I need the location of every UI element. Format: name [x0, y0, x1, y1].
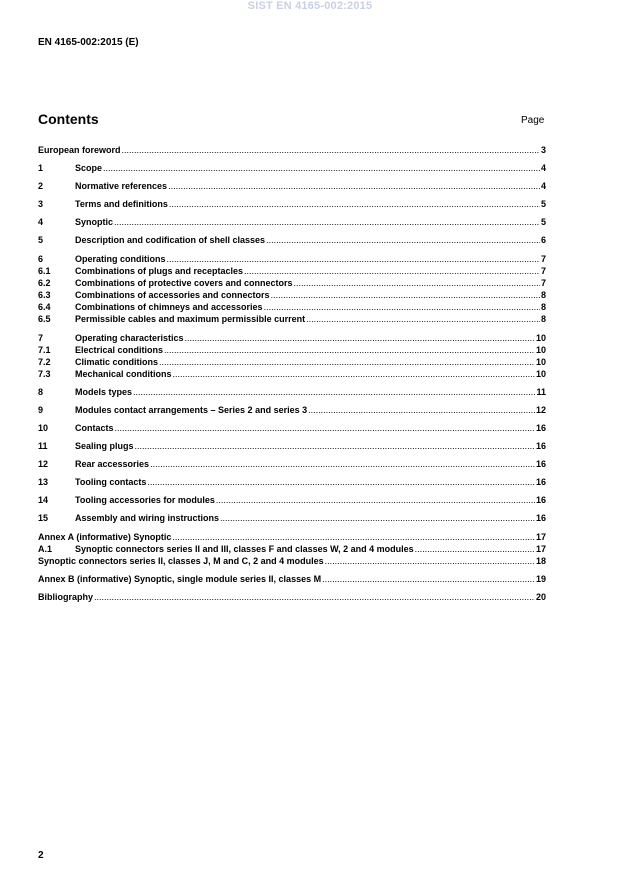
toc-leader-dots	[220, 513, 535, 523]
toc-leader-dots	[114, 217, 540, 227]
toc-entry-number: 7.2	[38, 357, 51, 367]
toc-entry[interactable]	[38, 369, 546, 381]
toc-entry-number: 9	[38, 405, 44, 415]
toc-entry[interactable]	[38, 405, 546, 417]
toc-entry-number: 6.2	[38, 278, 51, 288]
toc-entry-title: Normative references	[75, 181, 168, 191]
toc-entry-number: 8	[38, 387, 44, 397]
toc-entry-number: 5	[38, 235, 44, 245]
toc-entry[interactable]	[38, 459, 546, 471]
toc-leader-dots	[308, 405, 535, 415]
toc-entry-page: 17	[535, 532, 546, 542]
watermark: SIST EN 4165-002:2015	[247, 0, 373, 12]
toc-entry-page: 10	[535, 369, 546, 379]
toc-entry-number: 6	[38, 254, 44, 264]
toc-leader-dots	[325, 556, 535, 566]
toc-entry-title: Description and codification of shell classes	[75, 235, 266, 245]
toc-entry-page: 8	[540, 314, 546, 324]
toc-entry-title: Sealing plugs	[75, 441, 134, 451]
toc-entry[interactable]	[38, 477, 546, 489]
toc-entry-page: 8	[540, 302, 546, 312]
toc-entry-page: 5	[540, 199, 546, 209]
toc-leader-dots	[216, 495, 535, 505]
toc-entry-title: Annex A (informative) Synoptic	[38, 532, 172, 542]
toc-entry-number: 7.3	[38, 369, 51, 379]
toc-leader-dots	[244, 266, 540, 276]
toc-entry[interactable]	[38, 532, 546, 544]
toc-leader-dots	[264, 302, 540, 312]
toc-entry-page: 7	[540, 254, 546, 264]
toc-entry-title: European foreword	[38, 145, 121, 155]
toc-entry[interactable]	[38, 333, 546, 345]
toc-entry-title: Mechanical conditions	[75, 369, 172, 379]
document-id: EN 4165-002:2015 (E)	[38, 37, 139, 48]
toc-entry-number: 14	[38, 495, 49, 505]
toc-leader-dots	[135, 441, 535, 451]
toc-entry-number: 2	[38, 181, 44, 191]
toc-entry-page: 16	[535, 459, 546, 469]
toc-leader-dots	[164, 345, 535, 355]
toc-entry-page: 18	[535, 556, 546, 566]
toc-entry-page: 5	[540, 217, 546, 227]
toc-leader-dots	[115, 423, 535, 433]
toc-entry[interactable]	[38, 495, 546, 507]
toc-entry-number: 6.1	[38, 266, 51, 276]
page-number: 2	[38, 850, 44, 861]
toc-entry-number: 6.4	[38, 302, 51, 312]
toc-entry-title: Combinations of protective covers and connectors	[75, 278, 293, 288]
toc-leader-dots	[169, 199, 540, 209]
toc-entry-page: 3	[540, 145, 546, 155]
toc-entry-number: 13	[38, 477, 49, 487]
toc-leader-dots	[172, 532, 535, 542]
toc-entry-page: 17	[535, 544, 546, 554]
toc-leader-dots	[266, 235, 540, 245]
toc-entry-page: 11	[536, 387, 546, 397]
page-column-header: Page	[521, 115, 545, 126]
toc-entry-number: 10	[38, 423, 49, 433]
toc-entry-number: 4	[38, 217, 44, 227]
toc-entry-title: Climatic conditions	[75, 357, 159, 367]
toc-entry[interactable]	[38, 574, 546, 586]
toc-entry[interactable]	[38, 266, 546, 278]
toc-entry[interactable]	[38, 513, 546, 525]
toc-leader-dots	[306, 314, 540, 324]
toc-leader-dots	[185, 333, 535, 343]
toc-leader-dots	[122, 145, 540, 155]
toc-entry[interactable]	[38, 163, 546, 175]
toc-entry[interactable]	[38, 314, 546, 326]
toc-entry-number: 6.3	[38, 290, 51, 300]
toc-entry-page: 6	[540, 235, 546, 245]
toc-entry-number: 12	[38, 459, 49, 469]
toc-entry-title: Tooling contacts	[75, 477, 147, 487]
toc-entry[interactable]	[38, 423, 546, 435]
toc-entry[interactable]	[38, 217, 546, 229]
toc-entry[interactable]	[38, 235, 546, 247]
toc-leader-dots	[167, 254, 540, 264]
toc-entry[interactable]	[38, 290, 546, 302]
toc-entry-title: Contacts	[75, 423, 114, 433]
toc-entry-title: Terms and definitions	[75, 199, 168, 209]
toc-leader-dots	[294, 278, 540, 288]
toc-leader-dots	[322, 574, 535, 584]
toc-entry-title: Combinations of accessories and connectors	[75, 290, 270, 300]
toc-entry[interactable]	[38, 441, 546, 453]
toc-entry-page: 12	[535, 405, 546, 415]
toc-entry-title: Combinations of chimneys and accessories	[75, 302, 263, 312]
toc-entry-page: 16	[535, 513, 546, 523]
toc-entry[interactable]	[38, 254, 546, 266]
toc-leader-dots	[415, 544, 535, 554]
toc-entry[interactable]	[38, 302, 546, 314]
toc-entry[interactable]	[38, 544, 546, 556]
toc-entry-page: 4	[540, 163, 546, 173]
toc-entry-number: 7.1	[38, 345, 51, 355]
toc-entry[interactable]	[38, 181, 546, 193]
toc-entry-title: Synoptic connectors series II and III, classes F and classes W, 2 and 4 modules	[75, 544, 414, 554]
toc-entry-number: 1	[38, 163, 44, 173]
toc-entry-page: 16	[535, 477, 546, 487]
toc-entry[interactable]	[38, 357, 546, 369]
toc-entry-title: Scope	[75, 163, 103, 173]
toc-entry[interactable]	[38, 556, 546, 568]
toc-entry-title: Tooling accessories for modules	[75, 495, 215, 505]
toc-entry[interactable]	[38, 278, 546, 290]
toc-entry-page: 10	[535, 357, 546, 367]
toc-entry[interactable]	[38, 345, 546, 357]
toc-entry-title: Assembly and wiring instructions	[75, 513, 220, 523]
toc-entry-page: 7	[540, 266, 546, 276]
toc-entry-title: Combinations of plugs and receptacles	[75, 266, 244, 276]
toc-leader-dots	[133, 387, 535, 397]
toc-entry-title: Electrical conditions	[75, 345, 164, 355]
toc-entry-page: 16	[535, 441, 546, 451]
toc-entry[interactable]	[38, 199, 546, 211]
toc-leader-dots	[147, 477, 535, 487]
toc-leader-dots	[173, 369, 535, 379]
toc-entry[interactable]	[38, 592, 546, 604]
contents-title: Contents	[38, 111, 99, 127]
toc-entry-page: 16	[535, 423, 546, 433]
toc-entry-number: 7	[38, 333, 44, 343]
toc-entry-number: 15	[38, 513, 49, 523]
toc-entry-title: Permissible cables and maximum permissible current	[75, 314, 306, 324]
toc-entry-page: 8	[540, 290, 546, 300]
toc-entry-title: Bibliography	[38, 592, 94, 602]
toc-entry-title: Rear accessories	[75, 459, 150, 469]
toc-leader-dots	[94, 592, 535, 602]
toc-entry-page: 10	[535, 333, 546, 343]
toc-entry-page: 10	[535, 345, 546, 355]
toc-leader-dots	[271, 290, 540, 300]
toc-entry-title: Modules contact arrangements – Series 2 and series 3	[75, 405, 308, 415]
toc-entry-title: Annex B (informative) Synoptic, single module series II, classes M	[38, 574, 322, 584]
toc-entry-number: 3	[38, 199, 44, 209]
toc-leader-dots	[103, 163, 540, 173]
toc-entry-number: 11	[38, 441, 48, 451]
toc-entry[interactable]	[38, 145, 546, 157]
toc-entry-title: Models types	[75, 387, 133, 397]
toc-entry-title: Synoptic connectors series II, classes J, M and C, 2 and 4 modules	[38, 556, 324, 566]
toc-entry-title: Operating characteristics	[75, 333, 184, 343]
toc-entry-number: A.1	[38, 544, 53, 554]
toc-entry-page: 7	[540, 278, 546, 288]
toc-leader-dots	[159, 357, 535, 367]
toc-entry-title: Synoptic	[75, 217, 114, 227]
toc-entry-title: Operating conditions	[75, 254, 166, 264]
toc-entry[interactable]	[38, 387, 546, 399]
toc-entry-page: 4	[540, 181, 546, 191]
toc-entry-number: 6.5	[38, 314, 51, 324]
toc-entry-page: 16	[535, 495, 546, 505]
toc-leader-dots	[168, 181, 540, 191]
toc-leader-dots	[150, 459, 535, 469]
toc-entry-page: 19	[535, 574, 546, 584]
toc-entry-page: 20	[535, 592, 546, 602]
